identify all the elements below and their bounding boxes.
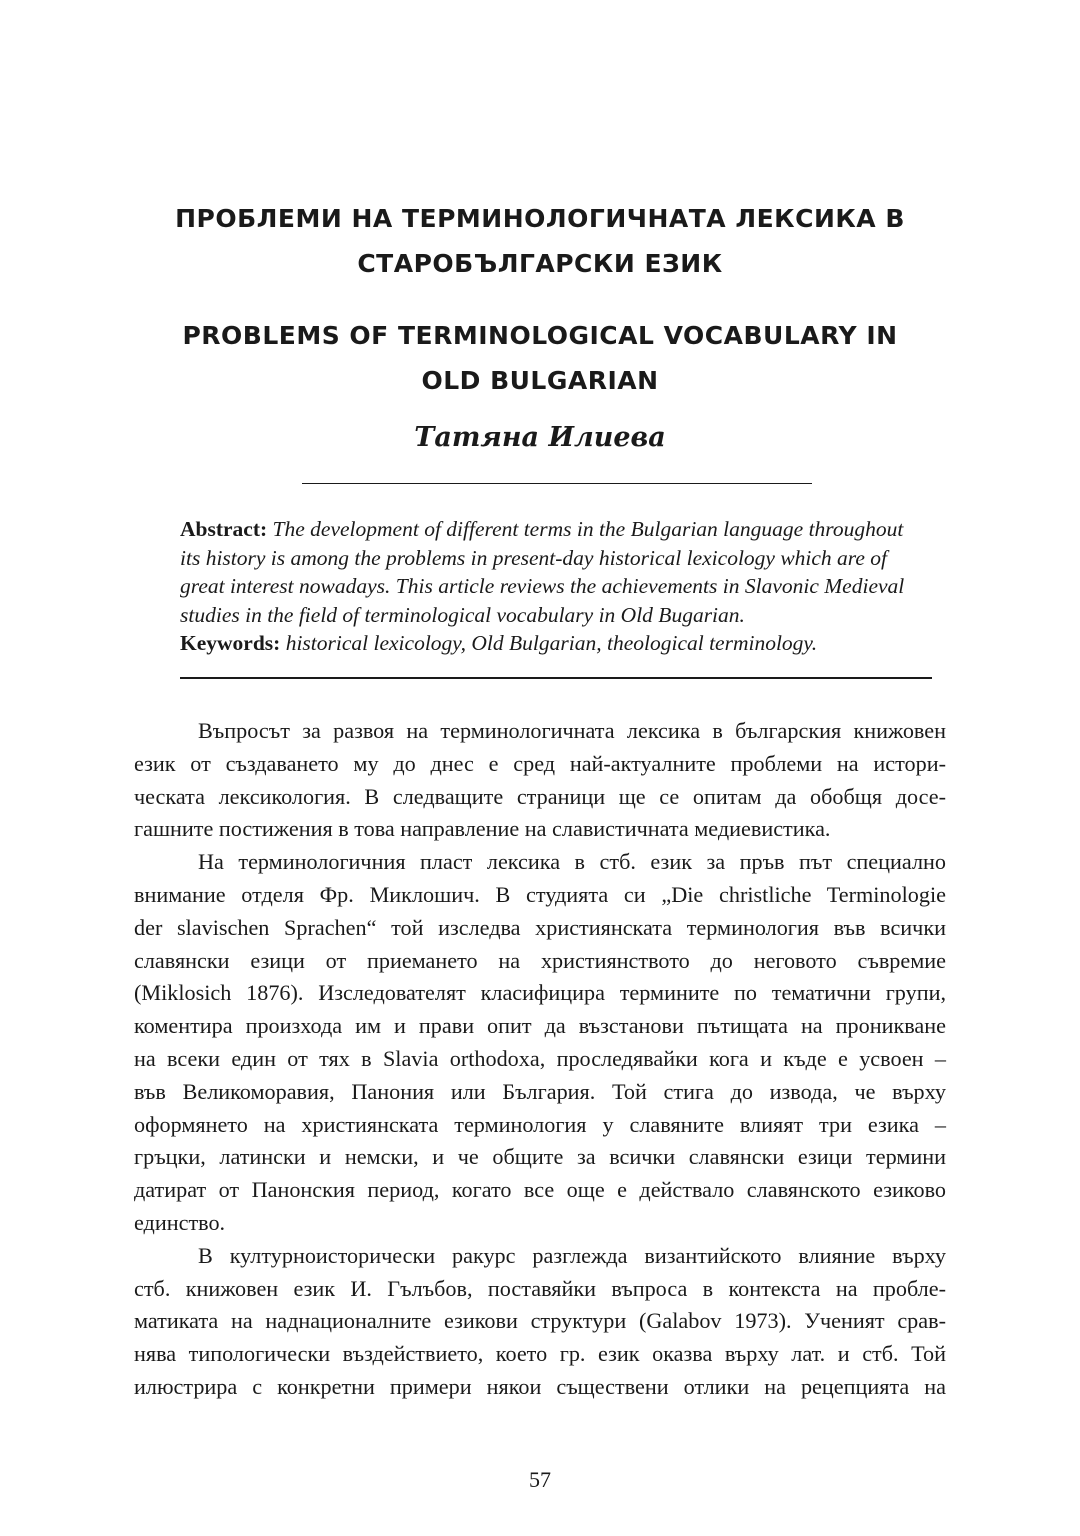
- paragraph-line: нява типологически въздействието, което гр. език оказва върху лат. и стб. Той: [134, 1341, 946, 1367]
- paragraph-line: славянски езици от приемането на християнството до неговото съвремие: [134, 947, 946, 973]
- abstract-label: Abstract:: [180, 517, 268, 541]
- author-divider: [302, 483, 812, 484]
- title-bulgarian-line: СТАРОБЪЛГАРСКИ ЕЗИК: [357, 249, 723, 278]
- abstract-line: [180, 515, 940, 544]
- keywords-label: Keywords:: [180, 631, 281, 656]
- abstract-text: The development of different terms in the Bulgarian language throughout: [267, 517, 904, 541]
- paragraph-line: език от създаването му до днес е сред най-актуалните проблеми на истори-: [134, 750, 946, 776]
- title-english-line: OLD BULGARIAN: [421, 366, 659, 395]
- paragraph-line: матиката на наднационалните езикови структури (Galabov 1973). Ученият срав-: [134, 1308, 946, 1334]
- author-name: Татяна Илиева: [414, 422, 666, 453]
- paragraph-line: Въпросът за развоя на терминологичната лексика в българския книжовен: [198, 718, 946, 743]
- paragraph-line: ческата лексикология. В следващите страници ще се опитам да обобщя досе-: [134, 783, 946, 809]
- paragraph-line: оформянето на християнската терминология у славяните влияят три езика –: [134, 1111, 946, 1137]
- paragraph-line: внимание отделя Фр. Миклошич. В студията си „Die christliche Terminologie: [134, 881, 946, 907]
- paragraph-line: der slavischen Sprachen“ той изследва християнската терминология във всички: [134, 914, 946, 940]
- abstract-line: its history is among the problems in present-day historical lexicology which are of: [180, 545, 888, 570]
- paragraph-line: коментира произхода им и прави опит да възстанови пътищата на проникване: [134, 1013, 946, 1039]
- page-number: 57: [529, 1467, 551, 1492]
- paragraph-line: илюстрира с конкретни примери някои съществени отлики на рецепцията на: [134, 1373, 946, 1399]
- paragraph-line: единство.: [134, 1209, 226, 1235]
- title-english-line: PROBLEMS OF TERMINOLOGICAL VOCABULARY IN: [182, 321, 898, 350]
- paragraph-line: В културноисторически ракурс разглежда византийското влияние върху: [198, 1242, 946, 1268]
- paragraph-line: На терминологичния пласт лексика в стб. език за пръв път специално: [198, 849, 946, 875]
- abstract-line: studies in the field of terminological vocabulary in Old Bugarian.: [180, 602, 745, 627]
- abstract-divider: [180, 677, 932, 679]
- title-bulgarian-line: ПРОБЛЕМИ НА ТЕРМИНОЛОГИЧНАТА ЛЕКСИКА В: [175, 204, 905, 233]
- title-bulgarian: [130, 196, 950, 286]
- body-text: [134, 715, 946, 1404]
- keywords-line: [180, 629, 940, 658]
- abstract-line: great interest nowadays. This article reviews the achievements in Slavonic Medieval: [180, 574, 905, 599]
- paragraph-line: гръцки, латински и немски, и че общите за всички славянски езици термини: [134, 1144, 946, 1170]
- paragraph-line: на всеки един от тях в Slavia orthodoxa, проследявайки кога и къде е усвоен –: [134, 1045, 946, 1071]
- paragraph-line: във Великоморавия, Панония или България. Той стига до извода, че върху: [134, 1078, 946, 1104]
- abstract-block: [180, 515, 940, 658]
- keywords-text: historical lexicology, Old Bulgarian, theological terminology.: [280, 631, 818, 656]
- paragraph-line: гашните постижения в това направление на славистичната медиевистика.: [134, 816, 831, 842]
- paragraph-line: стб. книжовен език И. Гълъбов, поставяйки въпроса в контекста на пробле-: [134, 1275, 946, 1301]
- title-english: [130, 313, 950, 403]
- paragraph-line: (Miklosich 1876). Изследователят класифицира термините по тематични групи,: [134, 980, 946, 1006]
- paragraph-line: датират от Панонския период, когато все още е действало славянското езиково: [134, 1177, 946, 1203]
